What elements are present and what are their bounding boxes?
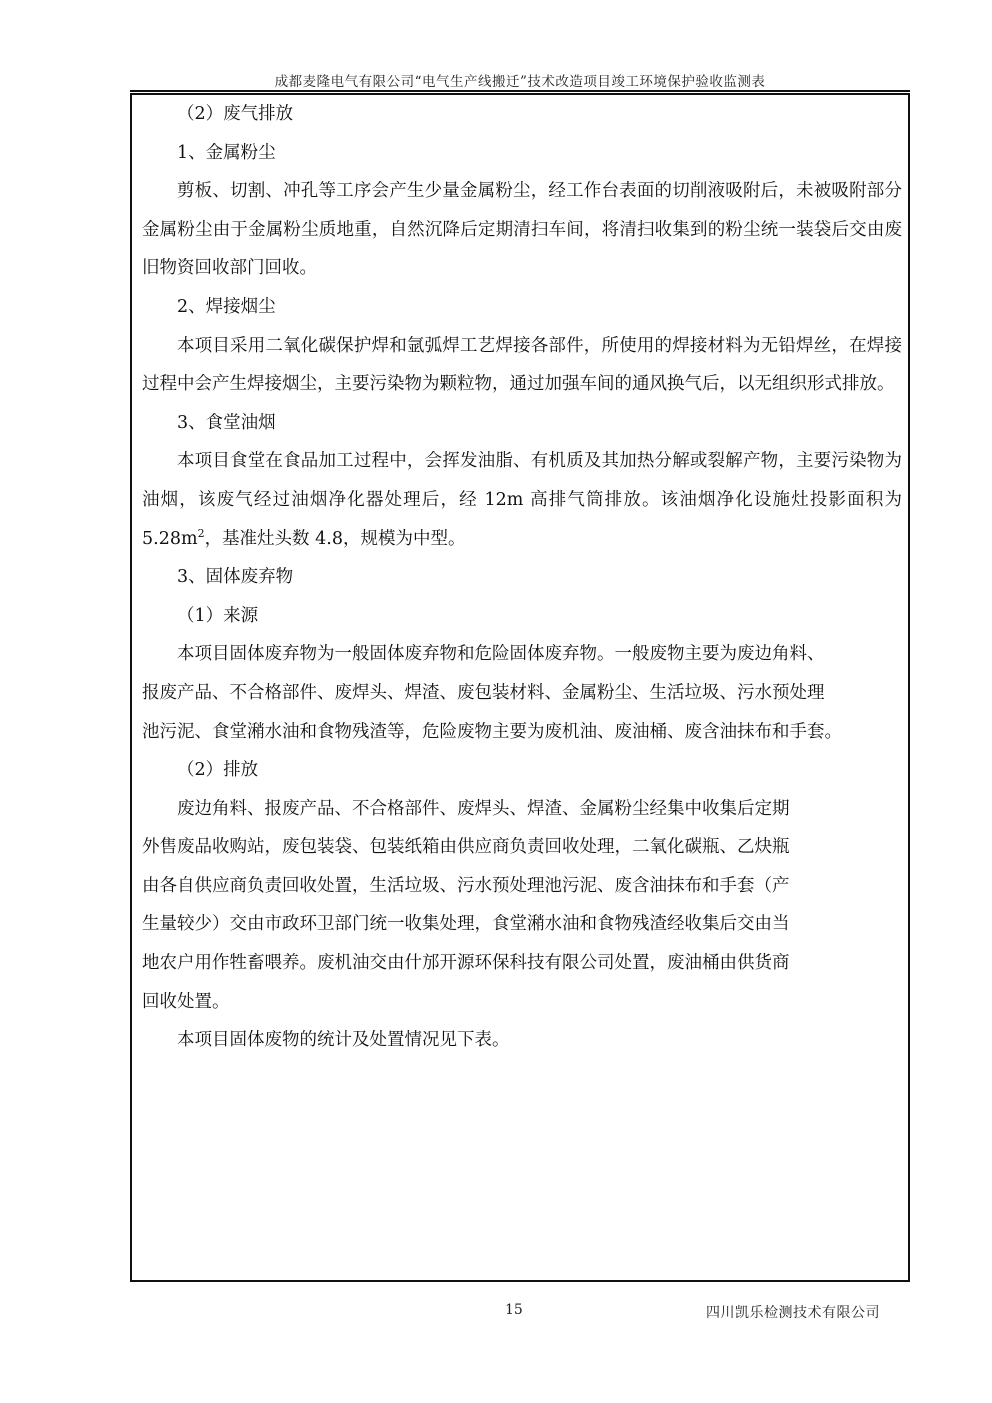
heading-waste-gas-discharge: （2）废气排放 [177,104,294,124]
canteen-text-b: ，基准灶头数 4.8，规模为中型。 [204,528,466,549]
paragraph-discharge-line: 外售废品收购站，废包装袋、包装纸箱由供应商负责回收处理，二氧化碳瓶、乙炔瓶 [142,837,790,858]
paragraph-discharge-line: 回收处置。 [142,991,230,1012]
page-number: 15 [505,1302,523,1318]
paragraph-discharge-line: 由各自供应商负责回收处置，生活垃圾、污水预处理池污泥、废含油抹布和手套（产 [142,875,790,896]
paragraph-source-line-1: 本项目固体废弃物为一般固体废弃物和危险固体废弃物。一般废物主要为废边角料、 [177,644,825,665]
paragraph-discharge-line: 地农户用作牲畜喂养。废机油交由什邡开源环保科技有限公司处置，废油桶由供货商 [142,953,790,974]
page-header-title: 成都麦隆电气有限公司“电气生产线搬迁”技术改造项目竣工环境保护验收监测表 [274,74,766,90]
heading-discharge: （2）排放 [177,760,259,781]
paragraph-source-line-2: 报废产品、不合格部件、废焊头、焊渣、废包装材料、金属粉尘、生活垃圾、污水预处理 [142,682,825,703]
paragraph-discharge-line: 生量较少）交由市政环卫部门统一收集处理，食堂潲水油和食物残渣经收集后交由当 [142,914,790,935]
content-frame [130,93,910,1282]
heading-canteen-fume: 3、食堂油烟 [177,412,276,433]
paragraph-discharge-line: 废边角料、报废产品、不合格部件、废焊头、焊渣、金属粉尘经集中收集后定期 [177,798,790,819]
heading-source: （1）来源 [177,605,259,626]
paragraph-source-line-3: 池污泥、食堂潲水油和食物残渣等，危险废物主要为废机油、废油桶、废含油抹布和手套。 [142,721,842,742]
paragraph-welding-fume: 本项目采用二氧化碳保护焊和氩弧焊工艺焊接各部件，所使用的焊接材料为无铅焊丝，在焊接过程中会产生焊接烟尘，主要污染物为颗粒物，通过加强车间的通风换气后，以无组织形式排放。 [142,335,902,395]
heading-metal-dust: 1、金属粉尘 [177,142,276,163]
header-rule [130,90,910,92]
canteen-superscript: 2 [197,526,205,540]
footer-company: 四川凯乐检测技术有限公司 [706,1305,880,1321]
canteen-text-a: 本项目食堂在食品加工过程中，会挥发油脂、有机质及其加热分解或裂解产物，主要污染物为油烟，该废气经过油烟净化器处理后，经 12m 高排气筒排放。该油烟净化设施灶投影面积为 5.28m [142,451,902,549]
paragraph-table-note: 本项目固体废物的统计及处置情况见下表。 [177,1030,510,1051]
heading-welding-fume: 2、焊接烟尘 [177,296,276,317]
paragraph-metal-dust: 剪板、切割、冲孔等工序会产生少量金属粉尘，经工作台表面的切削液吸附后，未被吸附部分金属粉尘由于金属粉尘质地重，自然沉降后定期清扫车间，将清扫收集到的粉尘统一装袋后交由废旧物资回收部门回收。 [142,181,902,279]
heading-solid-waste: 3、固体废弃物 [177,567,294,588]
paragraph-canteen-fume [142,442,902,558]
document-body [142,95,902,1060]
